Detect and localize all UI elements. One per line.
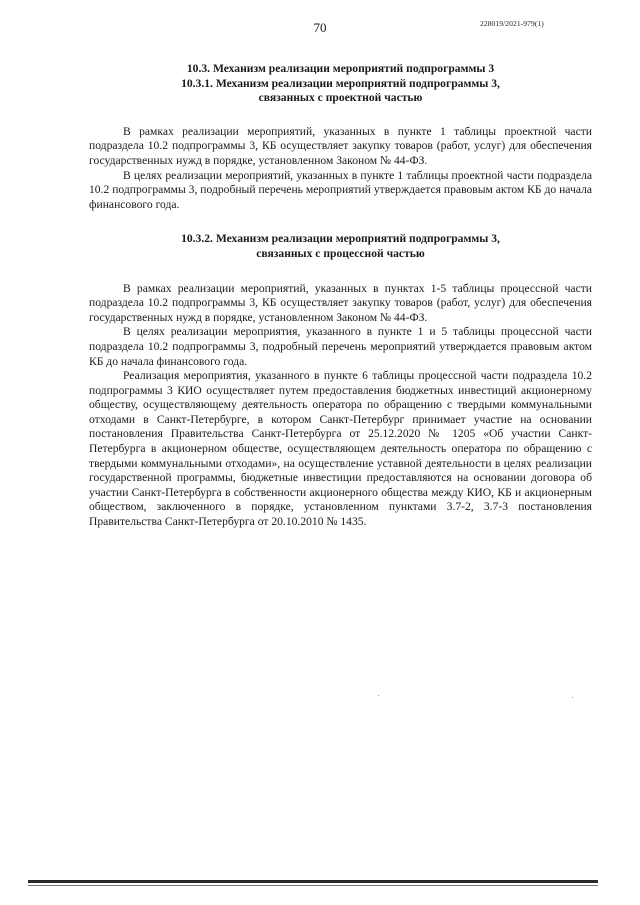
paragraph: В рамках реализации мероприятий, указанных в пунктах 1-5 таблицы процессной части подраздела 10.2 подпрограммы 3, КБ осуществляет закупку товаров (работ, услуг) для обеспечения государственных нужд в порядке, установленном Законом № 44-ФЗ. xyxy=(89,281,592,324)
heading-line: 10.3.2. Механизм реализации мероприятий подпрограммы 3, xyxy=(181,232,500,246)
scan-speck xyxy=(572,697,573,698)
section-heading-10-3 xyxy=(89,62,592,106)
paragraph: В целях реализации мероприятия, указанного в пункте 1 и 5 таблицы процессной части подраздела 10.2 подпрограммы 3, подробный перечень мероприятий утверждается правовым актом КБ до начала финансового года. xyxy=(89,325,592,368)
heading-line: 10.3.1. Механизм реализации мероприятий подпрограммы 3, xyxy=(181,76,500,90)
scan-speck xyxy=(378,695,379,696)
document-code: 228019/2021-979(1) xyxy=(480,19,544,28)
heading-line: связанных с процессной частью xyxy=(256,246,425,260)
heading-line: связанных с проектной частью xyxy=(258,91,423,105)
footer-rule xyxy=(28,880,598,883)
page-number: 70 xyxy=(313,20,327,35)
footer-rule-thin xyxy=(28,885,598,886)
section-heading-10-3-2 xyxy=(89,232,592,261)
paragraph: В рамках реализации мероприятий, указанных в пункте 1 таблицы проектной части подраздела 10.2 подпрограммы 3, КБ осуществляет закупку товаров (работ, услуг) для обеспечения государственных нужд в порядке, установленном Законом № 44-ФЗ. xyxy=(89,124,592,167)
document-body xyxy=(89,62,592,530)
paragraph: В целях реализации мероприятий, указанных в пункте 1 таблицы проектной части подраздела 10.2 подпрограммы 3, подробный перечень мероприятий утверждается правовым актом КБ до начала финансового года. xyxy=(89,168,592,211)
paragraph: Реализация мероприятия, указанного в пункте 6 таблицы процессной части подраздела 10.2 подпрограммы 3 КИО осуществляет путем предоставления бюджетных инвестиций акционерному обществу, осуществляющему деятельность оператора по обращению с твердыми коммунальными отходами в Санкт-Петербурге, в котором Санкт-Петербург принимает участие на основании постановления Правительства Санкт-Петербурга от 25.12.2020 № 1205 «Об участии Санкт-Петербурга в акционерном обществе, осуществляющем деятельность оператора по обращению с твердыми коммунальными отходами», на осуществление уставной деятельности в целях реализации государственной программы, бюджетные инвестиции предоставляются на основании договора об участии Санкт-Петербурга в собственности акционерного общества между КИО, КБ и акционерным обществом, заключенного в порядке, установленном пунктами 3.7-2, 3.7-3 постановления Правительства Санкт-Петербурга от 20.10.2010 № 1435. xyxy=(89,369,592,529)
heading-line: 10.3. Механизм реализации мероприятий подпрограммы 3 xyxy=(186,62,495,75)
